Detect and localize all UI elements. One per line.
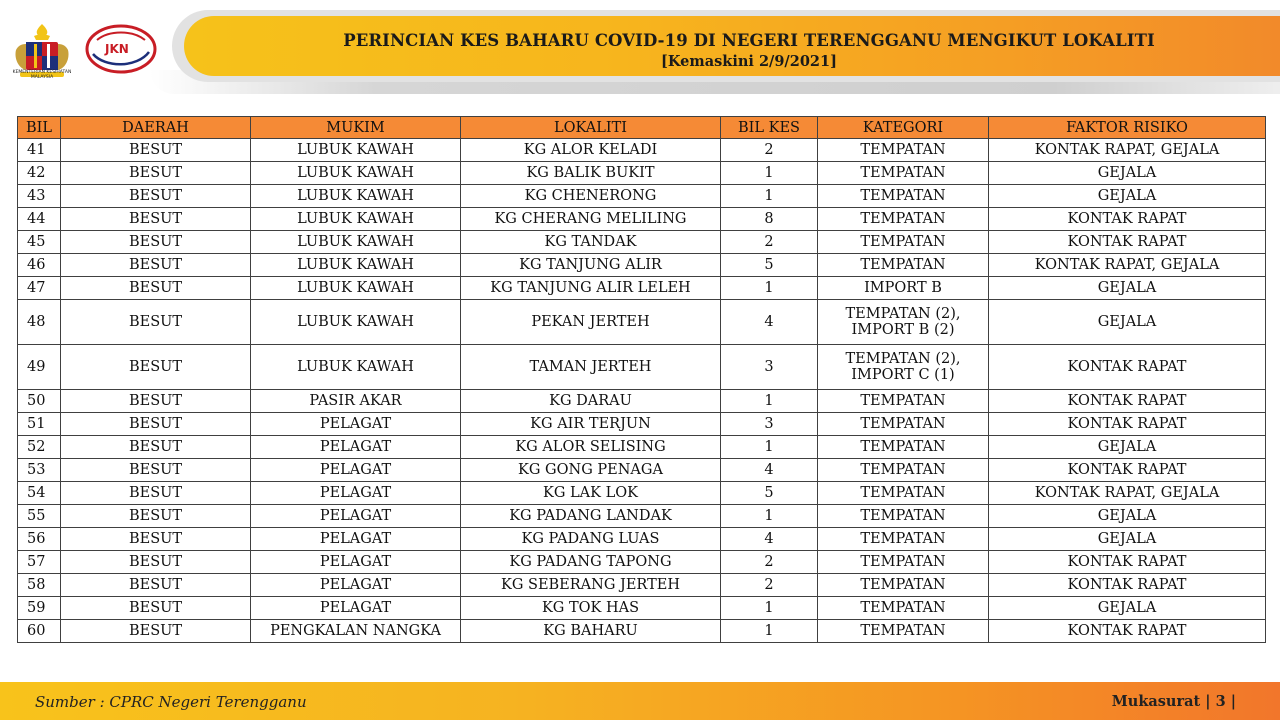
cell-daerah: BESUT — [61, 139, 251, 162]
jkn-logo-text: JKN — [105, 42, 129, 56]
table-row — [18, 300, 1266, 345]
cell-bil: 56 — [18, 528, 61, 551]
cell-lokaliti: KG GONG PENAGA — [461, 459, 721, 482]
table-row — [18, 528, 1266, 551]
cell-kategori: TEMPATAN — [818, 505, 989, 528]
cell-bil-kes: 1 — [721, 277, 818, 300]
cell-bil: 45 — [18, 231, 61, 254]
cell-bil: 57 — [18, 551, 61, 574]
cell-faktor: GEJALA — [989, 597, 1266, 620]
kategori-line: IMPORT B (2) — [851, 322, 955, 338]
cell-faktor: KONTAK RAPAT — [989, 620, 1266, 643]
cell-daerah: BESUT — [61, 185, 251, 208]
cell-bil-kes: 4 — [721, 459, 818, 482]
cell-kategori: TEMPATAN — [818, 459, 989, 482]
cases-table — [17, 116, 1266, 643]
cell-kategori: TEMPATAN — [818, 482, 989, 505]
table-header-row — [18, 117, 1266, 139]
cell-lokaliti: KG TANDAK — [461, 231, 721, 254]
cell-bil-kes: 8 — [721, 208, 818, 231]
cell-mukim: PELAGAT — [251, 482, 461, 505]
cell-daerah: BESUT — [61, 574, 251, 597]
cell-mukim: LUBUK KAWAH — [251, 185, 461, 208]
cell-mukim: PENGKALAN NANGKA — [251, 620, 461, 643]
cell-lokaliti: KG BAHARU — [461, 620, 721, 643]
cell-mukim: LUBUK KAWAH — [251, 277, 461, 300]
cell-kategori — [818, 345, 989, 390]
source-note: Sumber : CPRC Negeri Terengganu — [35, 693, 307, 711]
table-row — [18, 620, 1266, 643]
cell-faktor: KONTAK RAPAT, GEJALA — [989, 139, 1266, 162]
cell-bil: 60 — [18, 620, 61, 643]
cell-daerah: BESUT — [61, 528, 251, 551]
cell-daerah: BESUT — [61, 300, 251, 345]
cell-bil-kes: 1 — [721, 162, 818, 185]
cell-bil-kes: 5 — [721, 482, 818, 505]
cell-daerah: BESUT — [61, 208, 251, 231]
cell-bil: 49 — [18, 345, 61, 390]
cell-bil: 52 — [18, 436, 61, 459]
cell-lokaliti: KG DARAU — [461, 390, 721, 413]
cell-faktor: GEJALA — [989, 505, 1266, 528]
cell-bil-kes: 5 — [721, 254, 818, 277]
cell-lokaliti: TAMAN JERTEH — [461, 345, 721, 390]
cell-faktor: KONTAK RAPAT — [989, 551, 1266, 574]
cell-mukim: LUBUK KAWAH — [251, 162, 461, 185]
cell-daerah: BESUT — [61, 620, 251, 643]
cell-daerah: BESUT — [61, 277, 251, 300]
cell-bil: 53 — [18, 459, 61, 482]
page-footer — [0, 682, 1280, 720]
cell-faktor: GEJALA — [989, 185, 1266, 208]
cell-bil-kes: 1 — [721, 436, 818, 459]
cell-lokaliti: KG PADANG LUAS — [461, 528, 721, 551]
cell-kategori: TEMPATAN — [818, 162, 989, 185]
cell-bil-kes: 1 — [721, 390, 818, 413]
column-header: KATEGORI — [818, 117, 989, 139]
cell-faktor: KONTAK RAPAT, GEJALA — [989, 482, 1266, 505]
cell-daerah: BESUT — [61, 231, 251, 254]
cell-bil: 54 — [18, 482, 61, 505]
cell-lokaliti: KG SEBERANG JERTEH — [461, 574, 721, 597]
update-date: [Kemaskini 2/9/2021] — [661, 53, 837, 70]
cell-bil: 59 — [18, 597, 61, 620]
table-row — [18, 413, 1266, 436]
table-row — [18, 482, 1266, 505]
cell-bil-kes: 2 — [721, 574, 818, 597]
cell-mukim: PELAGAT — [251, 551, 461, 574]
cell-kategori: IMPORT B — [818, 277, 989, 300]
kategori-line: IMPORT C (1) — [851, 367, 955, 383]
cell-lokaliti: KG TANJUNG ALIR — [461, 254, 721, 277]
cell-kategori: TEMPATAN — [818, 413, 989, 436]
cell-bil: 51 — [18, 413, 61, 436]
table-row — [18, 551, 1266, 574]
table-row — [18, 162, 1266, 185]
cell-daerah: BESUT — [61, 345, 251, 390]
table-row — [18, 390, 1266, 413]
column-header: DAERAH — [61, 117, 251, 139]
cell-mukim: PELAGAT — [251, 505, 461, 528]
cell-bil-kes: 2 — [721, 231, 818, 254]
cell-kategori — [818, 300, 989, 345]
cell-kategori: TEMPATAN — [818, 528, 989, 551]
cell-bil: 55 — [18, 505, 61, 528]
cell-bil-kes: 2 — [721, 551, 818, 574]
table-row — [18, 208, 1266, 231]
cell-faktor: GEJALA — [989, 277, 1266, 300]
table-row — [18, 231, 1266, 254]
cell-kategori: TEMPATAN — [818, 551, 989, 574]
cell-bil-kes: 1 — [721, 620, 818, 643]
cell-bil: 58 — [18, 574, 61, 597]
cell-faktor: KONTAK RAPAT — [989, 208, 1266, 231]
cell-daerah: BESUT — [61, 482, 251, 505]
table-row — [18, 139, 1266, 162]
cell-mukim: PELAGAT — [251, 459, 461, 482]
cell-mukim: PELAGAT — [251, 528, 461, 551]
cell-bil: 44 — [18, 208, 61, 231]
cell-bil: 48 — [18, 300, 61, 345]
cell-kategori: TEMPATAN — [818, 597, 989, 620]
cell-kategori: TEMPATAN — [818, 574, 989, 597]
cell-kategori: TEMPATAN — [818, 390, 989, 413]
cell-daerah: BESUT — [61, 254, 251, 277]
jkn-logo — [85, 24, 157, 74]
cell-daerah: BESUT — [61, 162, 251, 185]
cell-mukim: PELAGAT — [251, 413, 461, 436]
cell-mukim: PELAGAT — [251, 597, 461, 620]
cell-kategori: TEMPATAN — [818, 620, 989, 643]
cell-faktor: KONTAK RAPAT, GEJALA — [989, 254, 1266, 277]
cell-mukim: LUBUK KAWAH — [251, 208, 461, 231]
cell-kategori: TEMPATAN — [818, 254, 989, 277]
cell-lokaliti: PEKAN JERTEH — [461, 300, 721, 345]
column-header: BIL — [18, 117, 61, 139]
cell-bil: 42 — [18, 162, 61, 185]
cell-kategori: TEMPATAN — [818, 139, 989, 162]
cell-bil: 46 — [18, 254, 61, 277]
page-title: PERINCIAN KES BAHARU COVID-19 DI NEGERI TERENGGANU MENGIKUT LOKALITI — [343, 31, 1155, 50]
cell-lokaliti: KG AIR TERJUN — [461, 413, 721, 436]
cell-mukim: LUBUK KAWAH — [251, 231, 461, 254]
cell-lokaliti: KG PADANG TAPONG — [461, 551, 721, 574]
cell-faktor: GEJALA — [989, 528, 1266, 551]
cell-faktor: KONTAK RAPAT — [989, 231, 1266, 254]
cell-faktor: KONTAK RAPAT — [989, 345, 1266, 390]
cell-bil-kes: 2 — [721, 139, 818, 162]
cell-bil: 41 — [18, 139, 61, 162]
cell-mukim: PELAGAT — [251, 574, 461, 597]
cell-lokaliti: KG PADANG LANDAK — [461, 505, 721, 528]
cell-daerah: BESUT — [61, 436, 251, 459]
cell-bil-kes: 4 — [721, 300, 818, 345]
page-number: Mukasurat | 3 | — [1111, 693, 1236, 710]
cell-daerah: BESUT — [61, 413, 251, 436]
table-row — [18, 254, 1266, 277]
cell-lokaliti: KG TANJUNG ALIR LELEH — [461, 277, 721, 300]
cell-daerah: BESUT — [61, 390, 251, 413]
column-header: BIL KES — [721, 117, 818, 139]
cell-bil-kes: 1 — [721, 597, 818, 620]
cell-bil-kes: 3 — [721, 413, 818, 436]
cell-lokaliti: KG LAK LOK — [461, 482, 721, 505]
table-body — [18, 139, 1266, 643]
kategori-line: TEMPATAN (2), — [845, 351, 961, 367]
table-row — [18, 277, 1266, 300]
cell-bil-kes: 1 — [721, 185, 818, 208]
cell-lokaliti: KG ALOR KELADI — [461, 139, 721, 162]
cell-faktor: GEJALA — [989, 162, 1266, 185]
table-row — [18, 574, 1266, 597]
cell-daerah: BESUT — [61, 597, 251, 620]
cell-bil: 47 — [18, 277, 61, 300]
table-row — [18, 597, 1266, 620]
cell-kategori: TEMPATAN — [818, 185, 989, 208]
cell-mukim: PELAGAT — [251, 436, 461, 459]
cell-daerah: BESUT — [61, 505, 251, 528]
cell-mukim: LUBUK KAWAH — [251, 254, 461, 277]
cell-daerah: BESUT — [61, 551, 251, 574]
cell-bil: 50 — [18, 390, 61, 413]
cell-mukim: LUBUK KAWAH — [251, 345, 461, 390]
kategori-line: TEMPATAN (2), — [845, 306, 961, 322]
cell-lokaliti: KG BALIK BUKIT — [461, 162, 721, 185]
cell-kategori: TEMPATAN — [818, 208, 989, 231]
cell-faktor: KONTAK RAPAT — [989, 459, 1266, 482]
table-row — [18, 459, 1266, 482]
cell-faktor: GEJALA — [989, 436, 1266, 459]
cell-mukim: LUBUK KAWAH — [251, 300, 461, 345]
table-row — [18, 436, 1266, 459]
table-row — [18, 505, 1266, 528]
cell-faktor: GEJALA — [989, 300, 1266, 345]
column-header: MUKIM — [251, 117, 461, 139]
cell-kategori: TEMPATAN — [818, 436, 989, 459]
cell-mukim: PASIR AKAR — [251, 390, 461, 413]
cell-lokaliti: KG ALOR SELISING — [461, 436, 721, 459]
cell-faktor: KONTAK RAPAT — [989, 390, 1266, 413]
cell-bil-kes: 1 — [721, 505, 818, 528]
cell-bil-kes: 4 — [721, 528, 818, 551]
cell-lokaliti: KG TOK HAS — [461, 597, 721, 620]
kkm-logo-caption: KEMENTERIAN KESIHATAN MALAYSIA — [12, 70, 72, 80]
table-row — [18, 345, 1266, 390]
cell-kategori: TEMPATAN — [818, 231, 989, 254]
cell-lokaliti: KG CHENERONG — [461, 185, 721, 208]
column-header: LOKALITI — [461, 117, 721, 139]
cell-faktor: KONTAK RAPAT — [989, 574, 1266, 597]
cell-bil: 43 — [18, 185, 61, 208]
cell-lokaliti: KG CHERANG MELILING — [461, 208, 721, 231]
cell-faktor: KONTAK RAPAT — [989, 413, 1266, 436]
column-header: FAKTOR RISIKO — [989, 117, 1266, 139]
table-row — [18, 185, 1266, 208]
cell-bil-kes: 3 — [721, 345, 818, 390]
cell-daerah: BESUT — [61, 459, 251, 482]
page-header — [0, 0, 1280, 96]
cell-mukim: LUBUK KAWAH — [251, 139, 461, 162]
